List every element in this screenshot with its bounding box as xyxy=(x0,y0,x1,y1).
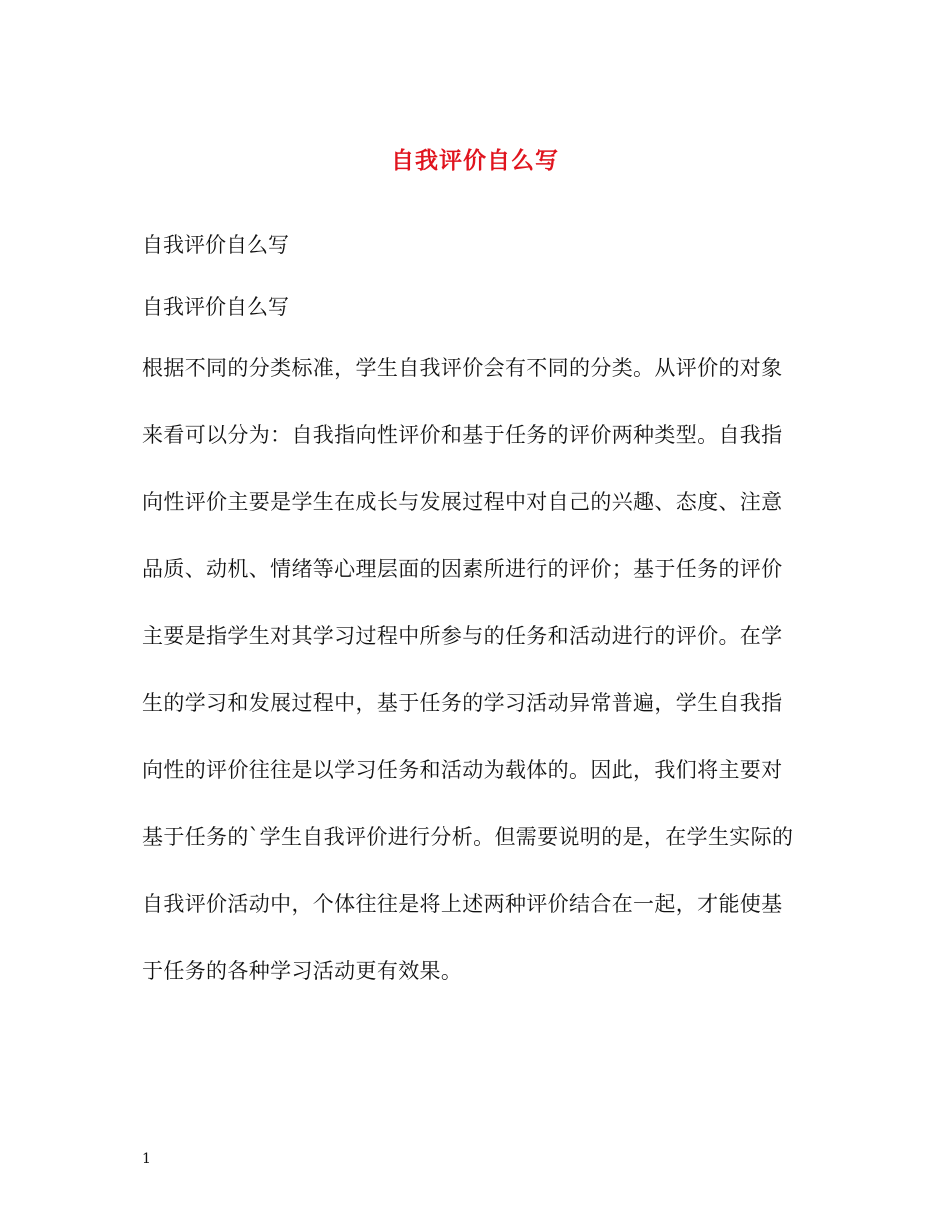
body-line: 于任务的各种学习活动更有效果。 xyxy=(142,959,463,983)
subheading-1: 自我评价自么写 xyxy=(142,233,289,257)
subheading-2: 自我评价自么写 xyxy=(142,295,289,319)
body-line: 向性评价主要是学生在成长与发展过程中对自己的兴趣、态度、注意 xyxy=(142,490,783,514)
body-paragraph xyxy=(142,353,822,1023)
body-line: 来看可以分为：自我指向性评价和基于任务的评价两种类型。自我指 xyxy=(142,423,783,447)
body-line: 根据不同的分类标准，学生自我评价会有不同的分类。从评价的对象 xyxy=(142,356,783,380)
body-line: 主要是指学生对其学习过程中所参与的任务和活动进行的评价。在学 xyxy=(142,624,783,648)
body-line: 自我评价活动中，个体往往是将上述两种评价结合在一起，才能使基 xyxy=(142,892,783,916)
body-line: 基于任务的`学生自我评价进行分析。但需要说明的是，在学生实际的 xyxy=(142,825,794,849)
body-line: 品质、动机、情绪等心理层面的因素所进行的评价；基于任务的评价 xyxy=(142,557,783,581)
body-line: 生的学习和发展过程中，基于任务的学习活动异常普遍，学生自我指 xyxy=(142,691,783,715)
document-title: 自我评价自么写 xyxy=(391,147,559,174)
body-line: 向性的评价往往是以学习任务和活动为载体的。因此，我们将主要对 xyxy=(142,758,783,782)
page-number: 1 xyxy=(142,1151,151,1167)
